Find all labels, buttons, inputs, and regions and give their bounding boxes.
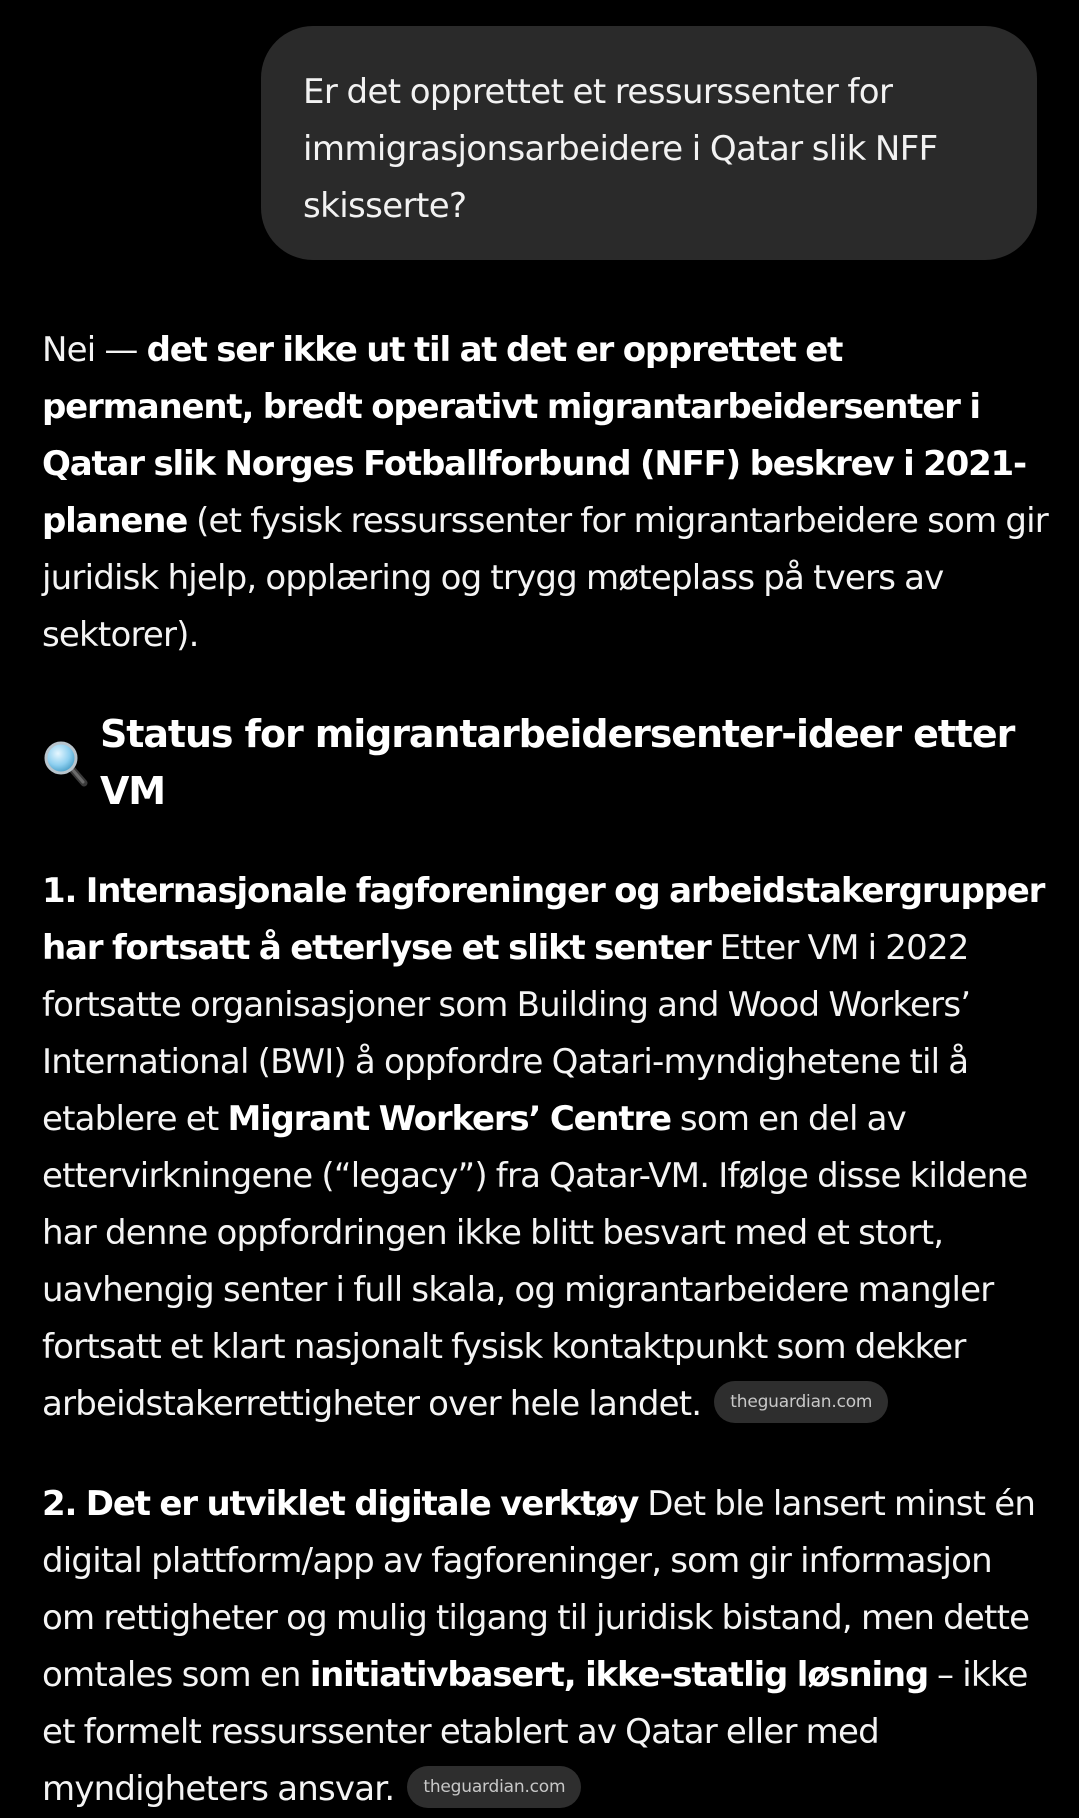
section-1-text-b: som en del av ettervirkningene (“legacy”) fra Qatar-VM. Ifølge disse kildene har denne oppfordringen ikke blitt besvart med et stort, uavhengig senter i full skala, og migrantarbeidere mangler fortsatt et klart nasjonalt fysisk kontaktpunkt som dekker arbeidstakerrettigheter over hele landet. [42, 1099, 1028, 1424]
intro-bold: det ser ikke ut til at det er opprettet et permanent, bredt operativt migrantarbeidersenter i Qatar slik Norges Fotballforbund (NFF) beskrev i 2021-planene [42, 330, 1026, 541]
section-2-bold-inline: initiativbasert, ikke-statlig løsning [309, 1655, 929, 1695]
answer-intro [42, 322, 1052, 664]
section-1 [42, 863, 1052, 1433]
assistant-answer [42, 322, 1052, 1818]
source-chip-guardian-1[interactable]: theguardian.com [714, 1381, 888, 1423]
section-1-title: 1. Internasjonale fagforeninger og arbeidstakergrupper har fortsatt å etterlyse et slikt senter [42, 871, 1045, 968]
source-chip-guardian-2[interactable]: theguardian.com [407, 1766, 581, 1808]
section-1-bold-inline: Migrant Workers’ Centre [227, 1099, 671, 1139]
section-1-text-a: Etter VM i 2022 fortsatte organisasjoner som Building and Wood Workers’ International (BWI) å oppfordre Qatari-myndighetene til å etablere et [42, 928, 971, 1139]
section-2 [42, 1476, 1052, 1818]
section-2-title: 2. Det er utviklet digitale verktøy [42, 1484, 639, 1524]
magnifying-glass-icon [42, 739, 90, 787]
user-message-text: Er det opprettet et ressurssenter for immigrasjonsarbeidere i Qatar slik NFF skisserte? [303, 72, 938, 226]
section-heading [42, 706, 1052, 820]
section-2-text-a: Det ble lansert minst én digital plattform/app av fagforeninger, som gir informasjon om rettigheter og mulig tilgang til juridisk bistand, men dette omtales som en [42, 1484, 1036, 1695]
intro-lead: Nei — [42, 330, 147, 370]
user-message-bubble [261, 26, 1037, 260]
section-2-text-b: – ikke et formelt ressurssenter etablert av Qatar eller med myndigheters ansvar. [42, 1655, 1028, 1809]
section-heading-text: Status for migrantarbeidersenter-ideer etter VM [100, 712, 1015, 813]
intro-rest: (et fysisk ressurssenter for migrantarbeidere som gir juridisk hjelp, opplæring og trygg møteplass på tvers av sektorer). [42, 501, 1048, 655]
